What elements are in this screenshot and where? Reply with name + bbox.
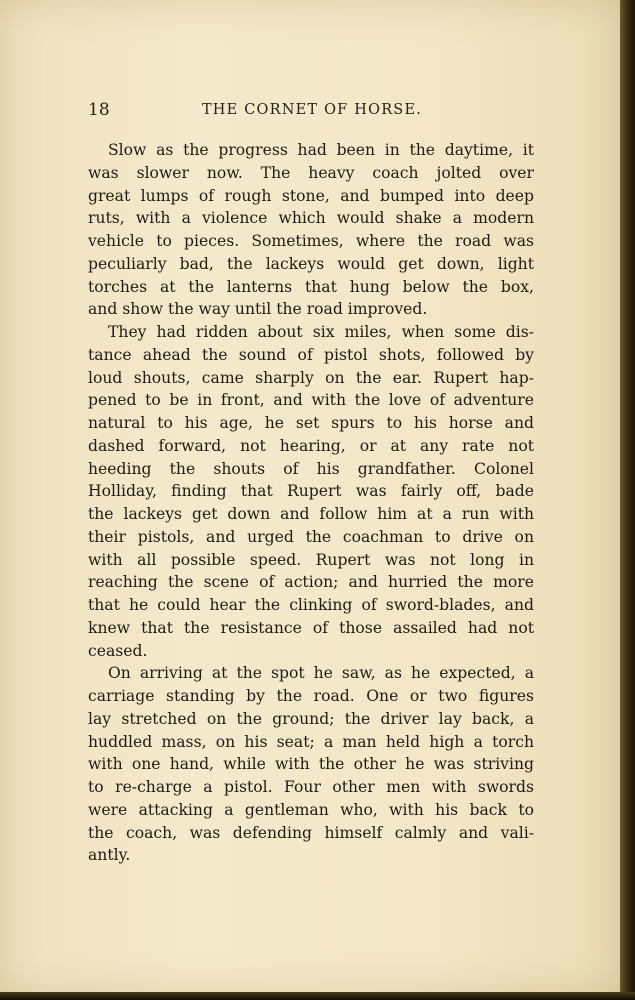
text-line: reaching the scene of action; and hurried the more <box>88 573 534 592</box>
page-edge-shadow <box>620 0 635 1000</box>
text-line: knew that the resistance of those assailed had not <box>88 618 534 637</box>
text-line: natural to his age, he set spurs to his horse and <box>88 414 534 432</box>
text-line: vehicle to pieces. Sometimes, where the road was <box>88 232 534 250</box>
text-line: On arriving at the spot he saw, as he expected, a <box>108 664 534 683</box>
text-line: that he could hear the clinking of sword-blades, and <box>88 596 534 614</box>
text-line: lay stretched on the ground; the driver lay back, a <box>88 709 534 728</box>
text-line: loud shouts, came sharply on the ear. Rupert hap- <box>88 368 534 387</box>
text-line: ruts, with a violence which would shake a modern <box>88 209 534 228</box>
body-text <box>88 139 534 867</box>
text-line: great lumps of rough stone, and bumped into deep <box>88 186 534 205</box>
text-line: ceased. <box>88 641 148 660</box>
bottom-edge-shadow <box>0 992 635 1000</box>
text-line: They had ridden about six miles, when some dis- <box>108 323 534 341</box>
text-line: peculiarly bad, the lackeys would get down, light <box>88 254 534 273</box>
text-line: Slow as the progress had been in the daytime, it <box>108 141 534 159</box>
text-line: their pistols, and urged the coachman to drive on <box>88 527 534 546</box>
text-line: heeding the shouts of his grandfather. Colonel <box>88 459 534 478</box>
text-line: dashed forward, not hearing, or at any rate not <box>88 436 534 455</box>
page-header <box>88 100 536 124</box>
text-line: the lackeys get down and follow him at a run with <box>88 505 534 523</box>
text-line: pened to be in front, and with the love of adventure <box>88 391 534 410</box>
text-line: with one hand, while with the other he was striving <box>88 755 534 774</box>
text-line: to re-charge a pistol. Four other men with swords <box>88 778 534 796</box>
text-line: torches at the lanterns that hung below the box, <box>88 277 534 296</box>
text-line: with all possible speed. Rupert was not long in <box>88 550 534 569</box>
page-number: 18 <box>88 100 110 120</box>
text-line: were attacking a gentleman who, with his back to <box>88 800 534 819</box>
paragraph-1 <box>88 139 534 321</box>
running-title: THE CORNET OF HORSE. <box>201 102 423 118</box>
text-line: antly. <box>88 846 131 865</box>
paragraph-3 <box>88 662 534 867</box>
text-line: huddled mass, on his seat; a man held high a torch <box>88 732 534 751</box>
text-line: the coach, was defending himself calmly and vali- <box>88 823 534 842</box>
text-line: Holliday, finding that Rupert was fairly off, bade <box>88 482 534 501</box>
text-line: and show the way until the road improved. <box>88 300 428 319</box>
text-line: tance ahead the sound of pistol shots, followed by <box>88 345 534 364</box>
text-line: was slower now. The heavy coach jolted over <box>88 163 534 182</box>
paragraph-2 <box>88 321 534 662</box>
text-line: carriage standing by the road. One or two figures <box>88 687 534 705</box>
